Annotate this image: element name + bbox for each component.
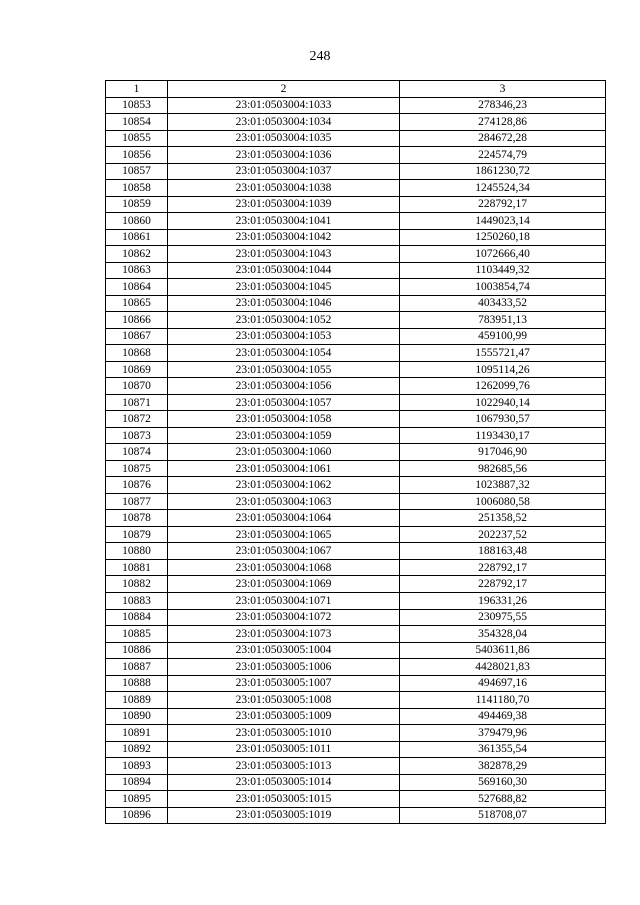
column-header-value: 3 <box>400 81 606 98</box>
value-cell: 230975,55 <box>400 609 606 626</box>
cadastral-number-cell: 23:01:0503005:1015 <box>168 791 400 808</box>
row-number-cell: 10868 <box>106 345 168 362</box>
row-number-cell: 10890 <box>106 708 168 725</box>
table-body <box>106 97 606 824</box>
value-cell: 5403611,86 <box>400 642 606 659</box>
value-cell: 1006080,58 <box>400 493 606 510</box>
table-row <box>106 725 606 742</box>
column-header-number: 1 <box>106 81 168 98</box>
row-number-cell: 10855 <box>106 130 168 147</box>
table-row <box>106 675 606 692</box>
row-number-cell: 10866 <box>106 312 168 329</box>
row-number-cell: 10861 <box>106 229 168 246</box>
table-row <box>106 543 606 560</box>
value-cell: 1245524,34 <box>400 180 606 197</box>
table-header <box>106 81 606 98</box>
table-row <box>106 411 606 428</box>
row-number-cell: 10879 <box>106 526 168 543</box>
row-number-cell: 10894 <box>106 774 168 791</box>
table-row <box>106 460 606 477</box>
cadastral-number-cell: 23:01:0503004:1065 <box>168 526 400 543</box>
table-row <box>106 213 606 230</box>
table-row <box>106 659 606 676</box>
row-number-cell: 10876 <box>106 477 168 494</box>
row-number-cell: 10889 <box>106 692 168 709</box>
cadastral-number-cell: 23:01:0503005:1006 <box>168 659 400 676</box>
value-cell: 379479,96 <box>400 725 606 742</box>
table-row <box>106 427 606 444</box>
row-number-cell: 10882 <box>106 576 168 593</box>
value-cell: 202237,52 <box>400 526 606 543</box>
cadastral-number-cell: 23:01:0503004:1041 <box>168 213 400 230</box>
table-row <box>106 526 606 543</box>
value-cell: 228792,17 <box>400 559 606 576</box>
table-row <box>106 758 606 775</box>
cadastral-number-cell: 23:01:0503004:1072 <box>168 609 400 626</box>
value-cell: 1023887,32 <box>400 477 606 494</box>
table-row <box>106 196 606 213</box>
table-row <box>106 378 606 395</box>
cadastral-number-cell: 23:01:0503005:1013 <box>168 758 400 775</box>
row-number-cell: 10886 <box>106 642 168 659</box>
cadastral-number-cell: 23:01:0503004:1034 <box>168 114 400 131</box>
row-number-cell: 10856 <box>106 147 168 164</box>
value-cell: 274128,86 <box>400 114 606 131</box>
table-row <box>106 246 606 263</box>
cadastral-number-cell: 23:01:0503004:1033 <box>168 97 400 114</box>
row-number-cell: 10858 <box>106 180 168 197</box>
table-row <box>106 592 606 609</box>
cadastral-number-cell: 23:01:0503004:1038 <box>168 180 400 197</box>
row-number-cell: 10871 <box>106 394 168 411</box>
value-cell: 1141180,70 <box>400 692 606 709</box>
cadastral-number-cell: 23:01:0503004:1068 <box>168 559 400 576</box>
table-row <box>106 609 606 626</box>
cadastral-number-cell: 23:01:0503005:1004 <box>168 642 400 659</box>
value-cell: 1022940,14 <box>400 394 606 411</box>
table-row <box>106 576 606 593</box>
table-row <box>106 807 606 824</box>
row-number-cell: 10872 <box>106 411 168 428</box>
value-cell: 1072666,40 <box>400 246 606 263</box>
value-cell: 251358,52 <box>400 510 606 527</box>
row-number-cell: 10857 <box>106 163 168 180</box>
table-row <box>106 262 606 279</box>
cadastral-number-cell: 23:01:0503005:1009 <box>168 708 400 725</box>
cadastral-number-cell: 23:01:0503004:1054 <box>168 345 400 362</box>
table-row <box>106 279 606 296</box>
value-cell: 1103449,32 <box>400 262 606 279</box>
row-number-cell: 10887 <box>106 659 168 676</box>
cadastral-number-cell: 23:01:0503004:1069 <box>168 576 400 593</box>
cadastral-number-cell: 23:01:0503004:1042 <box>168 229 400 246</box>
value-cell: 382878,29 <box>400 758 606 775</box>
value-cell: 284672,28 <box>400 130 606 147</box>
table-row <box>106 774 606 791</box>
value-cell: 228792,17 <box>400 576 606 593</box>
table-row <box>106 345 606 362</box>
value-cell: 361355,54 <box>400 741 606 758</box>
cadastral-number-cell: 23:01:0503004:1039 <box>168 196 400 213</box>
row-number-cell: 10878 <box>106 510 168 527</box>
table-row <box>106 114 606 131</box>
table-row <box>106 559 606 576</box>
value-cell: 1003854,74 <box>400 279 606 296</box>
value-cell: 196331,26 <box>400 592 606 609</box>
table-row <box>106 361 606 378</box>
cadastral-number-cell: 23:01:0503004:1062 <box>168 477 400 494</box>
cadastral-number-cell: 23:01:0503004:1071 <box>168 592 400 609</box>
row-number-cell: 10869 <box>106 361 168 378</box>
row-number-cell: 10863 <box>106 262 168 279</box>
cadastral-number-cell: 23:01:0503004:1055 <box>168 361 400 378</box>
value-cell: 459100,99 <box>400 328 606 345</box>
table-row <box>106 130 606 147</box>
value-cell: 403433,52 <box>400 295 606 312</box>
cadastral-number-cell: 23:01:0503004:1052 <box>168 312 400 329</box>
cadastral-number-cell: 23:01:0503004:1056 <box>168 378 400 395</box>
row-number-cell: 10884 <box>106 609 168 626</box>
value-cell: 354328,04 <box>400 626 606 643</box>
row-number-cell: 10867 <box>106 328 168 345</box>
row-number-cell: 10873 <box>106 427 168 444</box>
row-number-cell: 10885 <box>106 626 168 643</box>
cadastral-number-cell: 23:01:0503005:1011 <box>168 741 400 758</box>
value-cell: 228792,17 <box>400 196 606 213</box>
table-row <box>106 477 606 494</box>
table-row <box>106 180 606 197</box>
cadastral-number-cell: 23:01:0503004:1053 <box>168 328 400 345</box>
table-row <box>106 147 606 164</box>
value-cell: 224574,79 <box>400 147 606 164</box>
header-row <box>106 81 606 98</box>
cadastral-number-cell: 23:01:0503004:1060 <box>168 444 400 461</box>
value-cell: 569160,30 <box>400 774 606 791</box>
value-cell: 1555721,47 <box>400 345 606 362</box>
value-cell: 1861230,72 <box>400 163 606 180</box>
value-cell: 527688,82 <box>400 791 606 808</box>
table-row <box>106 626 606 643</box>
cadastral-number-cell: 23:01:0503004:1043 <box>168 246 400 263</box>
row-number-cell: 10854 <box>106 114 168 131</box>
cadastral-number-cell: 23:01:0503004:1037 <box>168 163 400 180</box>
row-number-cell: 10859 <box>106 196 168 213</box>
table-row <box>106 229 606 246</box>
table-row <box>106 312 606 329</box>
row-number-cell: 10888 <box>106 675 168 692</box>
row-number-cell: 10891 <box>106 725 168 742</box>
cadastral-number-cell: 23:01:0503004:1046 <box>168 295 400 312</box>
table-row <box>106 493 606 510</box>
row-number-cell: 10883 <box>106 592 168 609</box>
value-cell: 4428021,83 <box>400 659 606 676</box>
row-number-cell: 10896 <box>106 807 168 824</box>
table-row <box>106 791 606 808</box>
registry-table <box>105 80 606 824</box>
value-cell: 278346,23 <box>400 97 606 114</box>
table-row <box>106 708 606 725</box>
row-number-cell: 10875 <box>106 460 168 477</box>
cadastral-number-cell: 23:01:0503004:1036 <box>168 147 400 164</box>
row-number-cell: 10895 <box>106 791 168 808</box>
value-cell: 494469,38 <box>400 708 606 725</box>
value-cell: 783951,13 <box>400 312 606 329</box>
cadastral-number-cell: 23:01:0503004:1035 <box>168 130 400 147</box>
table-row <box>106 394 606 411</box>
table-row <box>106 510 606 527</box>
cadastral-number-cell: 23:01:0503004:1045 <box>168 279 400 296</box>
cadastral-number-cell: 23:01:0503005:1014 <box>168 774 400 791</box>
row-number-cell: 10892 <box>106 741 168 758</box>
row-number-cell: 10870 <box>106 378 168 395</box>
value-cell: 1449023,14 <box>400 213 606 230</box>
row-number-cell: 10853 <box>106 97 168 114</box>
value-cell: 1193430,17 <box>400 427 606 444</box>
cadastral-number-cell: 23:01:0503005:1010 <box>168 725 400 742</box>
table-row <box>106 97 606 114</box>
row-number-cell: 10874 <box>106 444 168 461</box>
page-number: 248 <box>309 49 331 64</box>
row-number-cell: 10877 <box>106 493 168 510</box>
table-row <box>106 444 606 461</box>
cadastral-number-cell: 23:01:0503005:1019 <box>168 807 400 824</box>
value-cell: 518708,07 <box>400 807 606 824</box>
row-number-cell: 10864 <box>106 279 168 296</box>
value-cell: 917046,90 <box>400 444 606 461</box>
value-cell: 1250260,18 <box>400 229 606 246</box>
row-number-cell: 10865 <box>106 295 168 312</box>
value-cell: 1067930,57 <box>400 411 606 428</box>
value-cell: 1262099,76 <box>400 378 606 395</box>
cadastral-number-cell: 23:01:0503005:1008 <box>168 692 400 709</box>
cadastral-number-cell: 23:01:0503004:1063 <box>168 493 400 510</box>
row-number-cell: 10860 <box>106 213 168 230</box>
table-row <box>106 295 606 312</box>
cadastral-number-cell: 23:01:0503004:1061 <box>168 460 400 477</box>
table-row <box>106 328 606 345</box>
row-number-cell: 10893 <box>106 758 168 775</box>
cadastral-number-cell: 23:01:0503004:1044 <box>168 262 400 279</box>
cadastral-number-cell: 23:01:0503004:1058 <box>168 411 400 428</box>
row-number-cell: 10880 <box>106 543 168 560</box>
column-header-cadastral: 2 <box>168 81 400 98</box>
value-cell: 1095114,26 <box>400 361 606 378</box>
table-row <box>106 642 606 659</box>
table-row <box>106 163 606 180</box>
cadastral-number-cell: 23:01:0503004:1059 <box>168 427 400 444</box>
cadastral-number-cell: 23:01:0503004:1064 <box>168 510 400 527</box>
cadastral-number-cell: 23:01:0503005:1007 <box>168 675 400 692</box>
table-row <box>106 692 606 709</box>
row-number-cell: 10881 <box>106 559 168 576</box>
cadastral-number-cell: 23:01:0503004:1067 <box>168 543 400 560</box>
value-cell: 188163,48 <box>400 543 606 560</box>
value-cell: 494697,16 <box>400 675 606 692</box>
value-cell: 982685,56 <box>400 460 606 477</box>
cadastral-number-cell: 23:01:0503004:1073 <box>168 626 400 643</box>
cadastral-number-cell: 23:01:0503004:1057 <box>168 394 400 411</box>
row-number-cell: 10862 <box>106 246 168 263</box>
table-row <box>106 741 606 758</box>
